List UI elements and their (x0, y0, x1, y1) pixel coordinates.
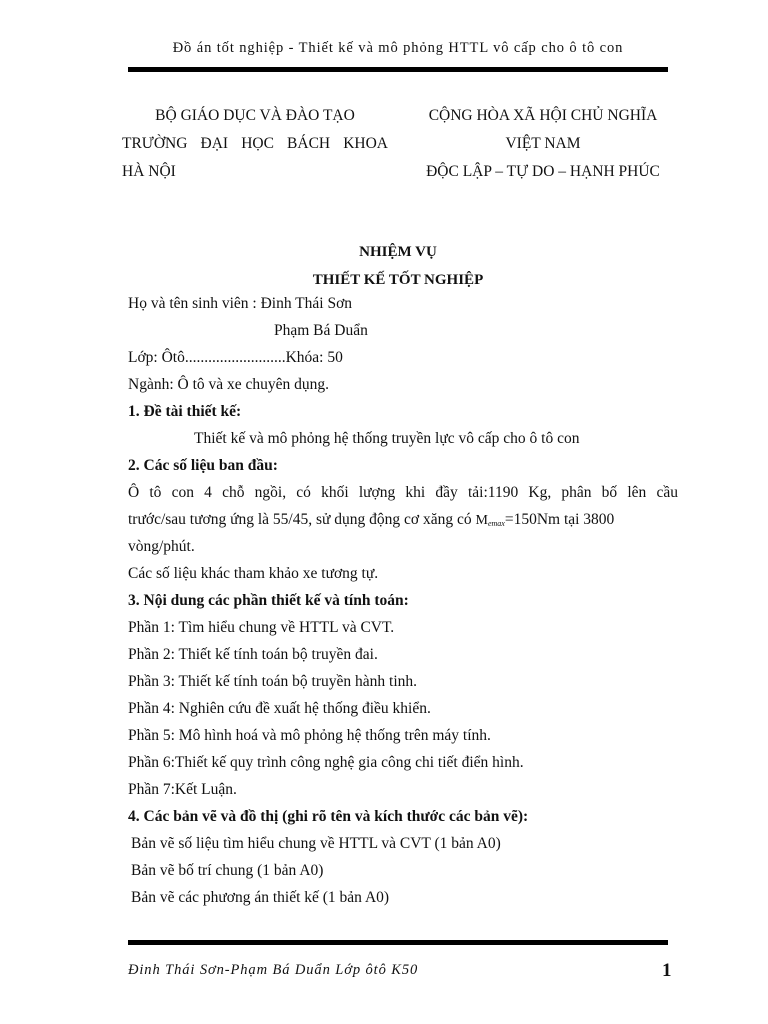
major-line: Ngành: Ô tô và xe chuyên dụng. (128, 376, 330, 393)
drawing-item: Bản vẽ số liệu tìm hiểu chung về HTTL và CVT (1 bản A0) (131, 835, 501, 852)
section3-heading: 3. Nội dung các phần thiết kế và tính toán: (128, 592, 409, 609)
ministry-name: BỘ GIÁO DỤC VÀ ĐÀO TẠO (155, 107, 355, 124)
title-line2: THIẾT KẾ TỐT NGHIỆP (312, 272, 484, 288)
section1-heading: 1. Đề tài thiết kế: (128, 403, 242, 420)
section1-topic: Thiết kế và mô phỏng hệ thống truyền lực vô cấp cho ô tô con (194, 430, 580, 447)
title-line1: NHIỆM VỤ (359, 244, 437, 260)
section2-line2-before: trước/sau tương ứng là 55/45, sử dụng động cơ xăng có (128, 511, 476, 528)
drawing-item: Bản vẽ bố trí chung (1 bản A0) (131, 862, 324, 879)
document-title (128, 238, 668, 294)
part-item: Phần 6:Thiết kế quy trình công nghệ gia công chi tiết điển hình. (128, 754, 524, 771)
footer-rule (128, 940, 668, 945)
document-body (128, 290, 678, 911)
page-footer: Đinh Thái Sơn-Phạm Bá Duẩn Lớp ôtô K50 (128, 962, 419, 978)
part-item: Phần 2: Thiết kế tính toán bộ truyền đai. (128, 646, 378, 663)
page-header: Đồ án tốt nghiệp - Thiết kế và mô phỏng HTTL vô cấp cho ô tô con (172, 40, 624, 56)
mmax-subscript: emax (487, 519, 505, 528)
section2-heading: 2. Các số liệu ban đầu: (128, 457, 278, 474)
agency-right (408, 102, 678, 186)
part-item: Phần 3: Thiết kế tính toán bộ truyền hành tinh. (128, 673, 418, 690)
section2-line2 (128, 506, 678, 533)
part-item: Phần 1: Tìm hiểu chung về HTTL và CVT. (128, 619, 395, 636)
student-name-line: Họ và tên sinh viên : Đinh Thái Sơn (128, 295, 353, 312)
header-rule (128, 67, 668, 72)
part-item: Phần 7:Kết Luận. (128, 781, 237, 798)
section2-line1: Ô tô con 4 chỗ ngồi, có khối lượng khi đầy tải:1190 Kg, phân bố lên cầu (128, 484, 678, 501)
part-item: Phần 5: Mô hình hoá và mô phỏng hệ thống trên máy tính. (128, 727, 491, 744)
mmax-letter: M (475, 513, 488, 528)
university-city: HÀ NỘI (122, 163, 176, 180)
university-name: TRƯỜNG ĐẠI HỌC BÁCH KHOA (122, 135, 388, 152)
agency-left (122, 102, 388, 186)
part-item: Phần 4: Nghiên cứu đề xuất hệ thống điều khiển. (128, 700, 431, 717)
page-number: 1 (662, 960, 672, 981)
republic-name-cont: VIỆT NAM (505, 135, 581, 152)
section2-line3: vòng/phút. (128, 538, 195, 555)
republic-name: CỘNG HÒA XÃ HỘI CHỦ NGHĨA (428, 107, 658, 124)
drawing-item: Bản vẽ các phương án thiết kế (1 bản A0) (131, 889, 390, 906)
section4-heading: 4. Các bản vẽ và đồ thị (ghi rõ tên và kích thước các bản vẽ): (128, 808, 529, 825)
section2-line4: Các số liệu khác tham khảo xe tương tự. (128, 565, 379, 582)
student-name2-line: Phạm Bá Duẩn (274, 322, 368, 339)
national-motto: ĐỘC LẬP – TỰ DO – HẠNH PHÚC (426, 163, 660, 180)
mmax-symbol (475, 513, 504, 528)
section2-line2-after: =150Nm tại 3800 (504, 511, 615, 528)
class-line: Lớp: Ôtô..........................Khóa: 50 (128, 349, 343, 366)
